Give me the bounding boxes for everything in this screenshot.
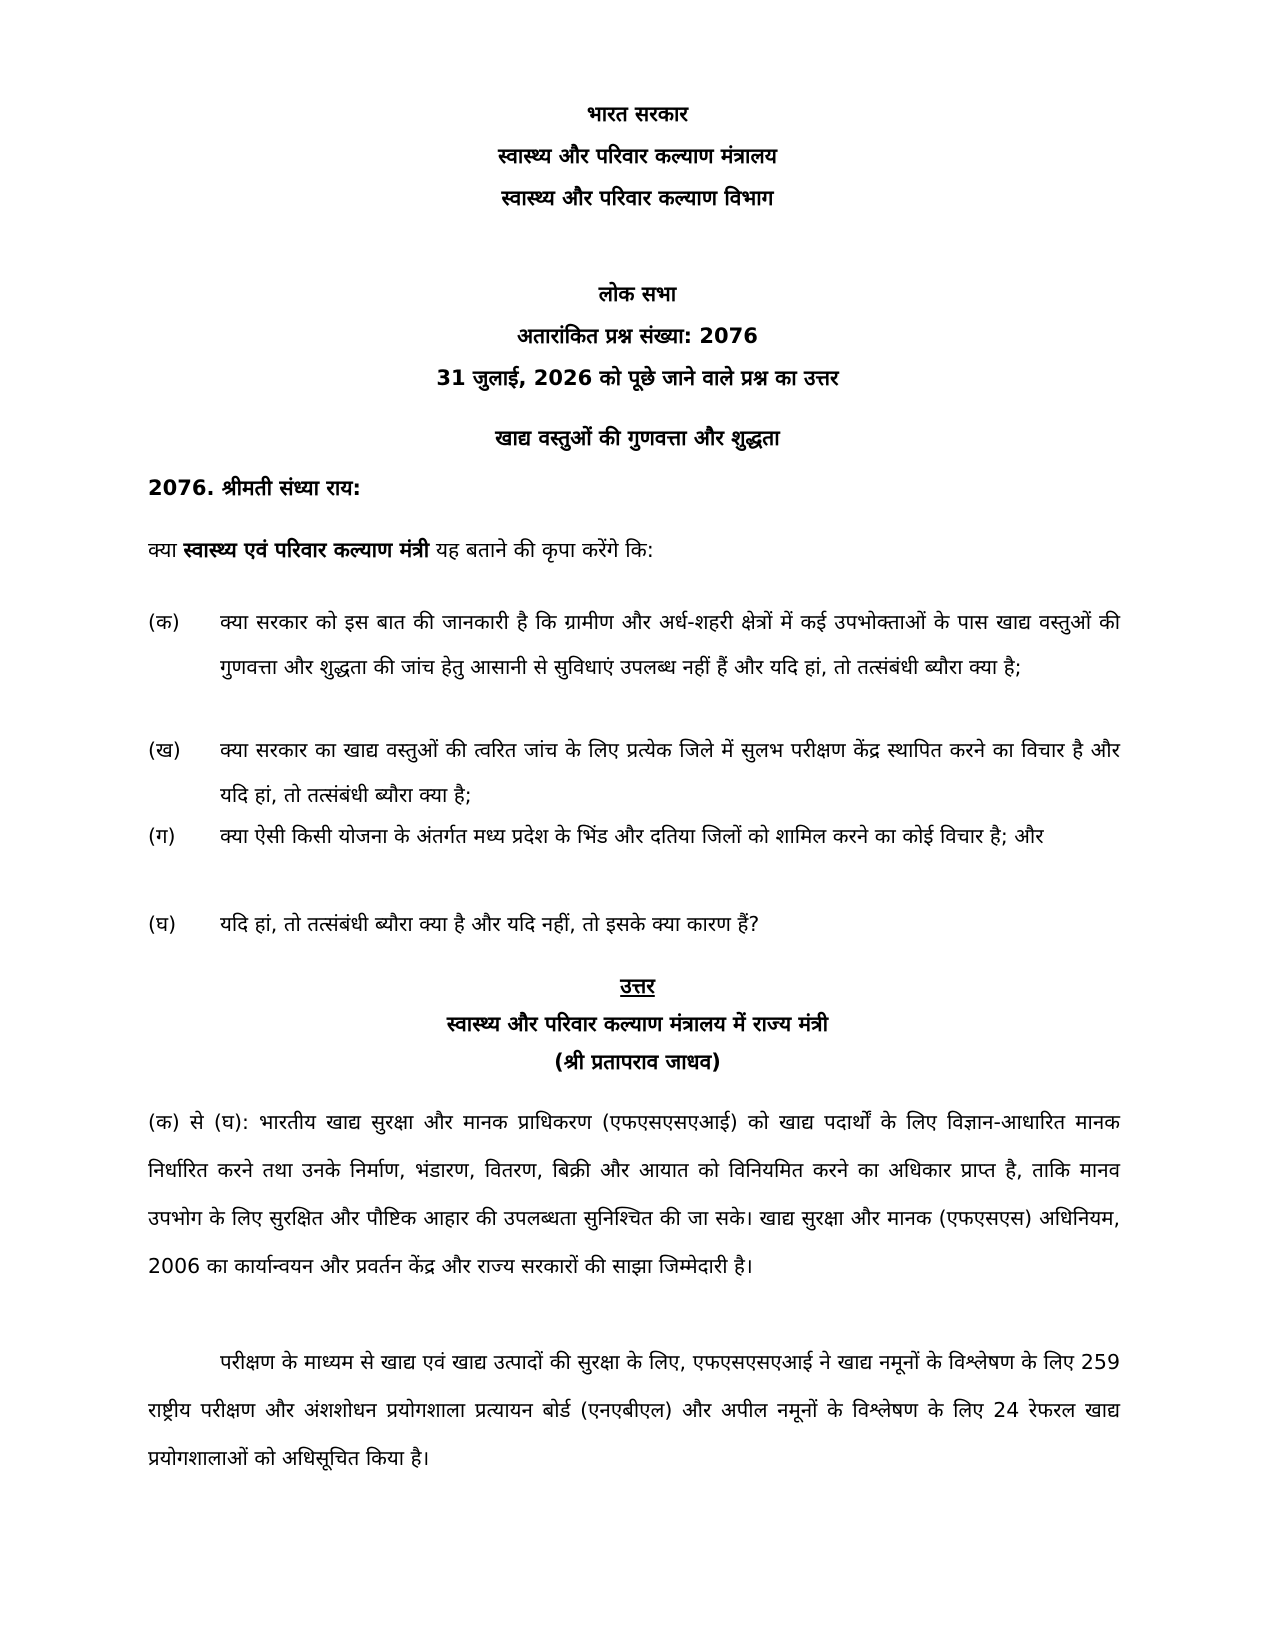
house-name: लोक सभा — [598, 282, 677, 306]
answer-heading: उत्तर — [620, 974, 655, 998]
question-label: (घ) — [148, 912, 177, 936]
answer-heading-wrap — [0, 972, 1275, 1000]
answering-minister-name: (श्री प्रतापराव जाधव) — [554, 1050, 721, 1074]
question-intro — [148, 536, 1120, 564]
intro-suffix: यह बताने की कृपा करेंगे कि: — [429, 538, 654, 562]
answer-paragraph: परीक्षण के माध्यम से खाद्य एवं खाद्य उत्पादों की सुरक्षा के लिए, एफएसएसएआई ने खाद्य नमूनों के विश्लेषण के लिए 259 राष्ट्रीय परीक्षण और अंशशोधन प्रयोगशाला प्रत्यायन बोर्ड (एनएबीएल) और अपील नमूनों के विश्लेषण के लिए 24 रेफरल खाद्य प्रयोगशालाओं को अधिसूचित किया है। — [148, 1350, 1120, 1470]
question-number: अतारांकित प्रश्न संख्या: 2076 — [517, 324, 758, 348]
question-text: क्या ऐसी किसी योजना के अंतर्गत मध्य प्रदेश के भिंड और दतिया जिलों को शामिल करने का कोई विचार है; और — [220, 824, 1044, 848]
question-text: क्या सरकार को इस बात की जानकारी है कि ग्रामीण और अर्ध-शहरी क्षेत्रों में कई उपभोक्ताओं के पास खाद्य वस्तुओं की गुणवत्ता और शुद्धता की जांच हेतु आसानी से सुविधाएं उपलब्ध नहीं हैं और यदि हां, तो तत्संबंधी ब्यौरा क्या है; — [220, 610, 1120, 679]
intro-prefix: क्या — [148, 538, 184, 562]
question-text: क्या सरकार का खाद्य वस्तुओं की त्वरित जांच के लिए प्रत्येक जिले में सुलभ परीक्षण केंद्र स्थापित करने का विचार है और यदि हां, तो तत्संबंधी ब्यौरा क्या है; — [220, 738, 1120, 807]
government-title: भारत सरकार — [586, 102, 688, 126]
question-label: (क) — [148, 610, 180, 634]
subject-title: खाद्य वस्तुओं की गुणवत्ता और शुद्धता — [495, 426, 780, 450]
answer-date: 31 जुलाई, 2026 को पूछे जाने वाले प्रश्न का उत्तर — [436, 366, 839, 390]
question-text: यदि हां, तो तत्संबंधी ब्यौरा क्या है और यदि नहीं, तो इसके क्या कारण हैं? — [220, 912, 760, 936]
department-title: स्वास्थ्य और परिवार कल्याण विभाग — [501, 186, 774, 210]
answering-minister-title: स्वास्थ्य और परिवार कल्याण मंत्रालय में राज्य मंत्री — [446, 1012, 829, 1036]
answer-paragraph: (क) से (घ): भारतीय खाद्य सुरक्षा और मानक प्राधिकरण (एफएसएसएआई) को खाद्य पदार्थों के लिए विज्ञान-आधारित मानक निर्धारित करने तथा उनके निर्माण, भंडारण, वितरण, बिक्री और आयात को विनियमित करने का अधिकार प्राप्त है, ताकि मानव उपभोग के लिए सुरक्षित और पौष्टिक आहार की उपलब्धता सुनिश्चित की जा सके। खाद्य सुरक्षा और मानक (एफएसएस) अधिनियम, 2006 का कार्यान्वयन और प्रवर्तन केंद्र और राज्य सरकारों की साझा जिम्मेदारी है। — [148, 1110, 1120, 1278]
ministry-title: स्वास्थ्य और परिवार कल्याण मंत्रालय — [498, 144, 777, 168]
questioner-line: 2076. श्रीमती संध्या राय: — [148, 476, 361, 500]
intro-minister: स्वास्थ्य एवं परिवार कल्याण मंत्री — [183, 538, 430, 562]
question-label: (ख) — [148, 738, 181, 762]
question-label: (ग) — [148, 824, 176, 848]
